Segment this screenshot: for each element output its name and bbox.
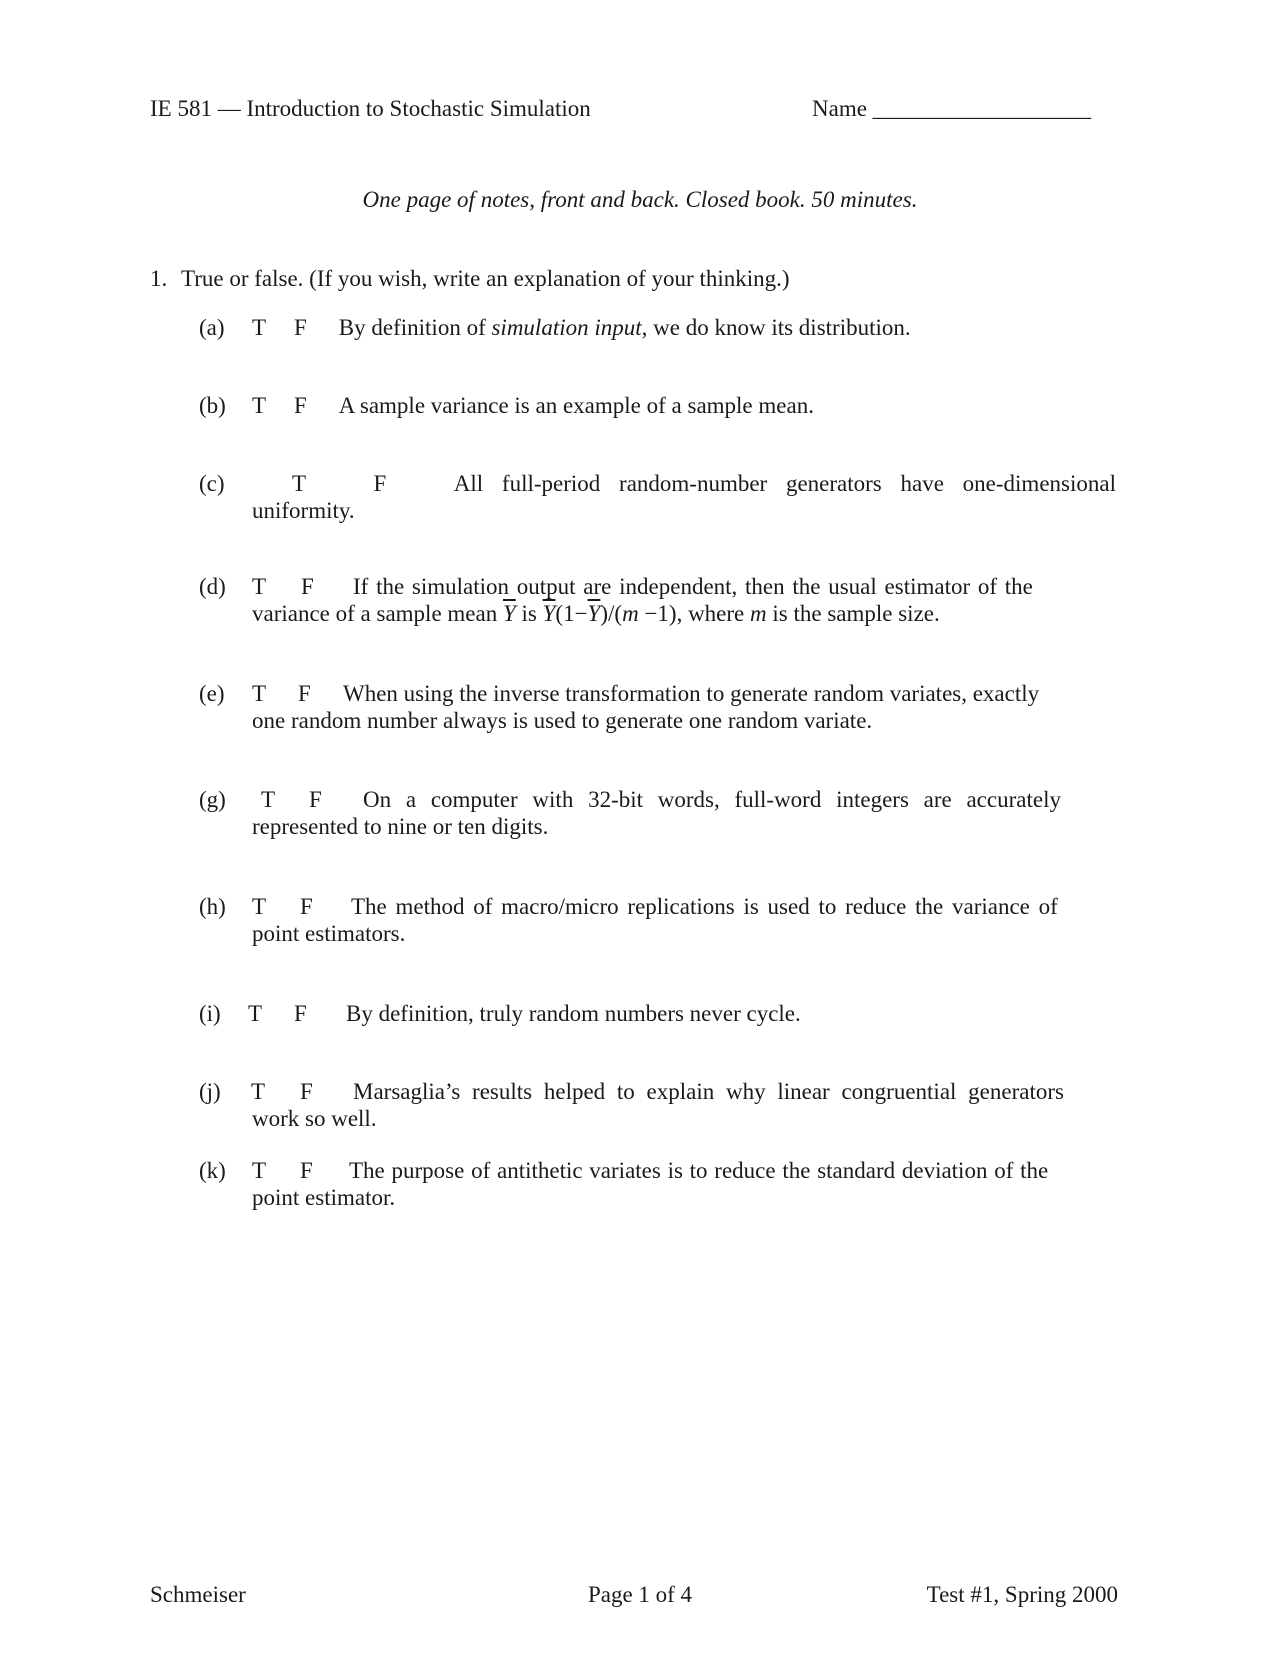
item-text: The method of macro/micro replications is used to reduce the variance of	[351, 894, 1058, 919]
item-text-continued	[199, 600, 1116, 627]
item-text: is	[515, 601, 543, 626]
y-bar-symbol: $\overline{Y}$	[542, 601, 556, 626]
false-choice: F	[298, 681, 311, 706]
item-text-continued: point estimators.	[252, 921, 406, 946]
item-text: −1), where	[638, 601, 751, 626]
item-text: is the sample size.	[766, 601, 940, 626]
true-choice: T	[261, 787, 276, 812]
question-1-prompt	[150, 265, 790, 292]
item-text: All full-period random-number generators have one-dimensional	[453, 471, 1116, 496]
false-choice: F	[294, 393, 307, 418]
false-choice: F	[300, 1079, 313, 1104]
false-choice: F	[309, 787, 322, 812]
tf-item-c	[199, 470, 1116, 524]
y-bar-symbol: $\overline{Y}$	[502, 601, 516, 626]
item-label: (k)	[199, 1158, 226, 1183]
item-label: (j)	[199, 1079, 221, 1104]
tf-item-b	[199, 392, 1116, 419]
item-first-line	[199, 680, 1116, 707]
false-choice: F	[294, 315, 307, 340]
item-first-line	[199, 1078, 1116, 1105]
item-text: By definition of	[338, 315, 492, 340]
tf-item-g	[199, 786, 1116, 840]
item-first-line	[199, 1000, 1116, 1027]
item-text-continued: uniformity.	[252, 498, 355, 523]
tf-item-j	[199, 1078, 1116, 1132]
footer-author: Schmeiser	[150, 1582, 246, 1607]
tf-choices	[252, 392, 307, 419]
tf-item-h	[199, 893, 1116, 947]
footer-test-info: Test #1, Spring 2000	[926, 1582, 1118, 1607]
exam-instructions: One page of notes, front and back. Closed book. 50 minutes.	[362, 187, 918, 212]
tf-item-i	[199, 1000, 1116, 1027]
item-first-line	[199, 1157, 1116, 1184]
true-choice: T	[252, 1158, 267, 1183]
tf-item-a	[199, 314, 1116, 341]
item-text: The purpose of antithetic variates is to reduce the standard deviation of the	[349, 1158, 1049, 1183]
item-label: (e)	[199, 681, 225, 706]
item-text-continued: represented to nine or ten digits.	[252, 814, 549, 839]
item-text: When using the inverse transformation to generate random variates, exactly	[343, 681, 1040, 706]
false-choice: F	[300, 1158, 313, 1183]
y-bar-symbol: $\overline{Y}$	[587, 601, 601, 626]
item-label: (a)	[199, 315, 225, 340]
item-text: A sample variance is an example of a sample mean.	[338, 393, 814, 418]
item-first-line	[199, 786, 1116, 813]
item-label: (c)	[199, 471, 225, 496]
false-choice: F	[301, 574, 314, 599]
question-number: 1.	[150, 266, 168, 291]
item-text-continued: point estimator.	[252, 1185, 396, 1210]
item-label: (h)	[199, 894, 226, 919]
item-label: (d)	[199, 574, 226, 599]
item-text: If the simulation output are independent, then the usual estimator of the	[353, 574, 1033, 599]
item-text-continued: one random number always is used to generate one random variate.	[252, 708, 873, 733]
false-choice: F	[373, 471, 387, 496]
item-label: (b)	[199, 393, 226, 418]
tf-choices	[252, 314, 307, 341]
item-text: , we do know its distribution.	[641, 315, 911, 340]
item-label: (g)	[199, 787, 226, 812]
item-text-continued: work so well.	[252, 1106, 377, 1131]
course-title: IE 581 — Introduction to Stochastic Simulation	[150, 96, 591, 121]
true-choice: T	[252, 315, 267, 340]
item-text: Marsaglia’s results helped to explain why linear congruential generators	[353, 1079, 1064, 1104]
footer-page-number: Page 1 of 4	[587, 1582, 693, 1607]
question-prompt-text: True or false. (If you wish, write an explanation of your thinking.)	[181, 266, 790, 291]
item-label: (i)	[199, 1001, 221, 1026]
item-text: On a computer with 32-bit words, full-word integers are accurately	[363, 787, 1061, 812]
true-choice: T	[252, 393, 267, 418]
item-text: By definition, truly random numbers never cycle.	[346, 1001, 801, 1026]
item-text-italic: simulation input	[491, 315, 642, 340]
true-choice: T	[292, 471, 307, 496]
tf-item-e	[199, 680, 1116, 734]
m-symbol: m	[622, 601, 639, 626]
item-first-line	[199, 470, 1116, 497]
item-text: )/(	[600, 601, 623, 626]
true-choice: T	[248, 1001, 263, 1026]
item-first-line	[199, 893, 1116, 920]
true-choice: T	[251, 1079, 266, 1104]
name-field: Name ___________________	[812, 96, 1092, 121]
item-first-line	[199, 573, 1116, 600]
m-symbol: m	[750, 601, 767, 626]
tf-item-k	[199, 1157, 1116, 1211]
item-text: variance of a sample mean	[252, 601, 503, 626]
true-choice: T	[252, 681, 267, 706]
true-choice: T	[252, 894, 267, 919]
false-choice: F	[294, 1001, 307, 1026]
false-choice: F	[300, 894, 313, 919]
item-text: (1−	[555, 601, 588, 626]
true-choice: T	[252, 574, 267, 599]
tf-item-d	[199, 573, 1116, 627]
